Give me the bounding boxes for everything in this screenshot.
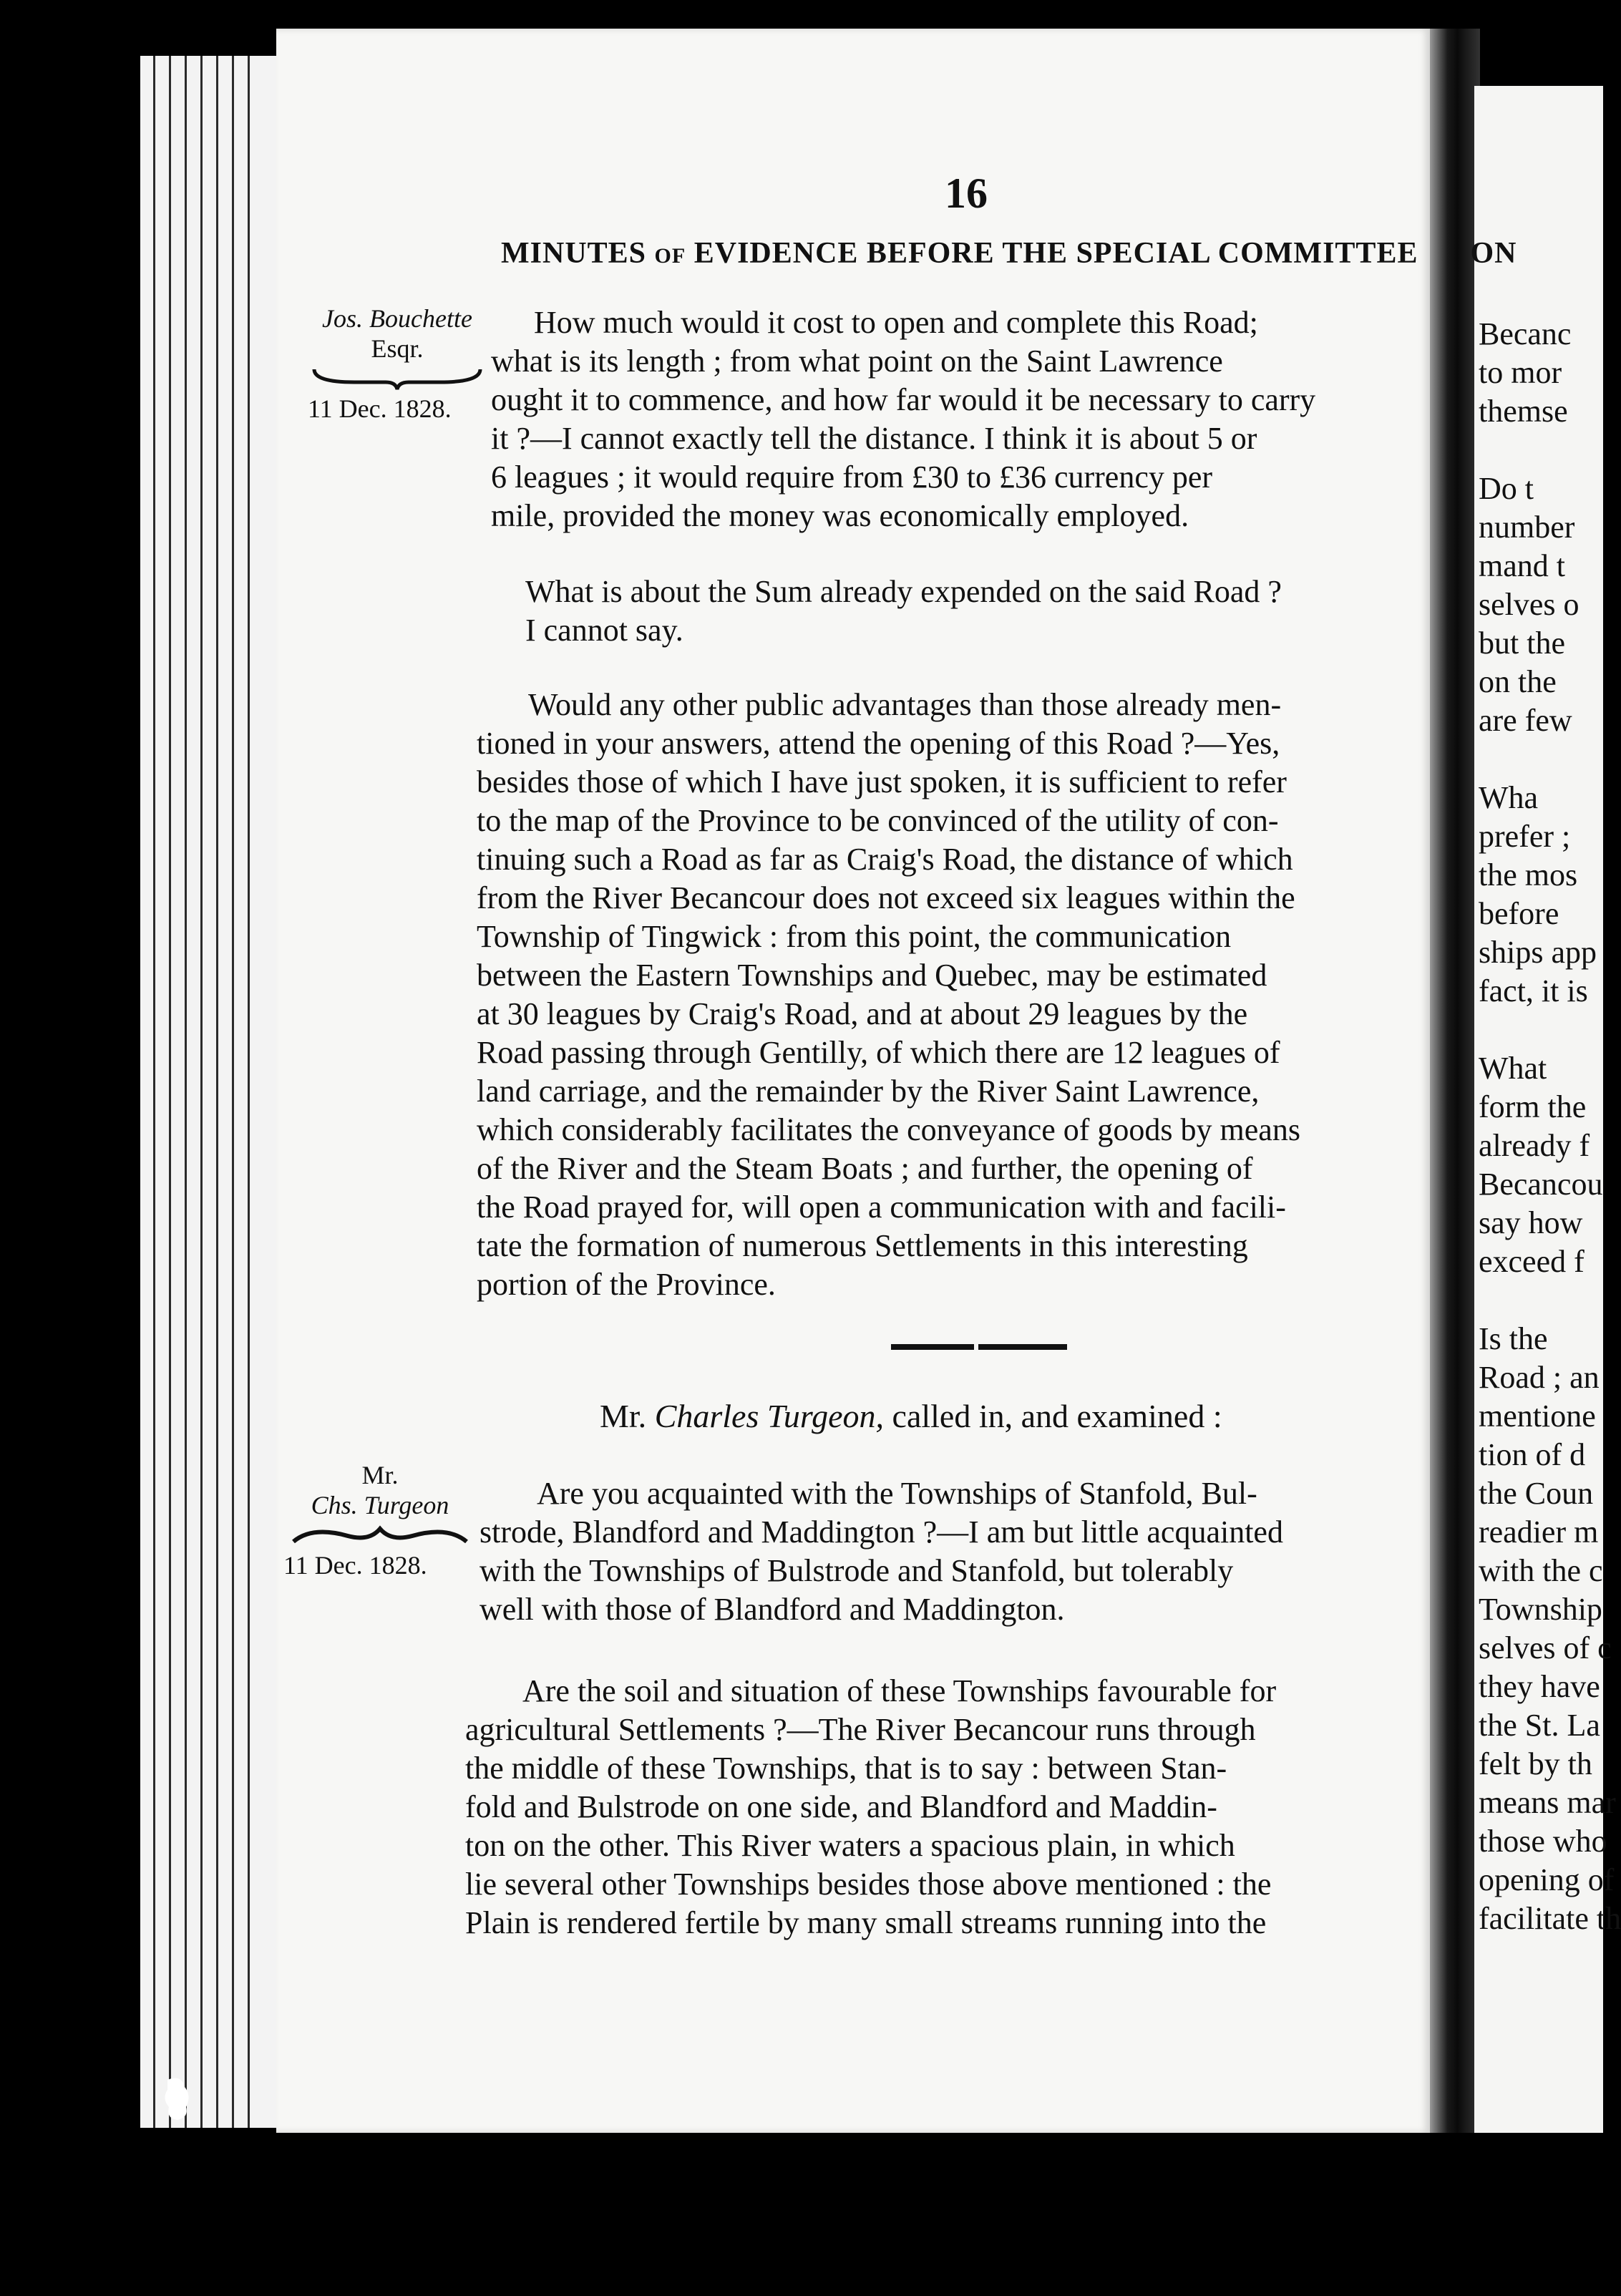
text-line: which considerably facilitates the conveyance of goods by means (477, 1112, 1300, 1147)
facing-page-line: those who (1479, 1824, 1607, 1859)
facing-page-line: but the (1479, 626, 1565, 661)
text-line: lie several other Townships besides those above mentioned : the (465, 1867, 1272, 1902)
stamp-mark-icon (160, 2074, 196, 2124)
facing-page-line: themse (1479, 394, 1568, 429)
facing-page-line: readier m (1479, 1514, 1599, 1550)
text-line: Are you acquainted with the Townships of Stanfold, Bul- (537, 1476, 1257, 1511)
witness-title: Esqr. (371, 334, 424, 363)
text-line: to the map of the Province to be convinced of the utility of con- (477, 803, 1279, 838)
facing-page-line: the St. La (1479, 1708, 1600, 1743)
facing-page (1474, 86, 1621, 2133)
facing-page-line: exceed f (1479, 1244, 1585, 1279)
text-line: fold and Bulstrode on one side, and Blandford and Maddin- (465, 1789, 1217, 1824)
text-line: tioned in your answers, attend the opening of this Road ?—Yes, (477, 726, 1280, 761)
facing-page-line: the Coun (1479, 1476, 1594, 1511)
text-line: tinuing such a Road as far as Craig's Road, the distance of which (477, 842, 1293, 877)
facing-page-line: means mar (1479, 1785, 1616, 1820)
facing-page-line: the mos (1479, 857, 1578, 892)
facing-page-line: on the (1479, 664, 1557, 699)
text-line: with the Townships of Bulstrode and Stanfold, but tolerably (480, 1553, 1234, 1588)
text-line: of the River and the Steam Boats ; and further, the opening of (477, 1151, 1253, 1186)
text-line: the Road prayed for, will open a communication with and facili- (477, 1190, 1286, 1225)
text-line: agricultural Settlements ?—The River Becancour runs through (465, 1712, 1256, 1747)
facing-page-line: selves o (1479, 587, 1579, 622)
book-page-edges (140, 56, 291, 2128)
paragraph-soil-situation (465, 1672, 1464, 1942)
paragraph-public-advantages (477, 686, 1464, 1304)
witness-name: Jos. Bouchette (322, 304, 472, 333)
facing-page-line: Wha (1479, 780, 1539, 815)
witness-date: 11 Dec. 1828. (283, 1551, 427, 1580)
text-line: portion of the Province. (477, 1267, 776, 1302)
text-line: ton on the other. This River waters a spacious plain, in which (465, 1828, 1235, 1863)
facing-page-line (1474, 740, 1603, 779)
facing-page-line: number (1479, 510, 1575, 545)
text-line: How much would it cost to open and complete this Road; (534, 305, 1258, 340)
brace-icon (291, 1523, 469, 1547)
facing-page-line: Road ; an (1479, 1360, 1600, 1395)
facing-page-line: Do t (1479, 471, 1534, 506)
text-line: strode, Blandford and Maddington ?—I am but little acquainted (480, 1514, 1283, 1550)
text-line: Plain is rendered fertile by many small streams running into the (465, 1905, 1267, 1940)
examination-heading: Mr. Charles Turgeon, called in, and examined : (600, 1398, 1222, 1434)
brace-icon (311, 366, 483, 391)
text-line: Township of Tingwick : from this point, the communication (477, 919, 1232, 954)
facing-page-line: already f (1479, 1128, 1590, 1163)
facing-page-line: with the c (1479, 1553, 1603, 1588)
facing-page-line: to mor (1479, 355, 1562, 390)
text-line: it ?—I cannot exactly tell the distance. I think it is about 5 or (491, 421, 1257, 456)
text-line: between the Eastern Townships and Quebec, may be estimated (477, 958, 1267, 993)
facing-page-line (1474, 1281, 1603, 1320)
facing-page-line: tion of d (1479, 1437, 1586, 1472)
text-line: mile, provided the money was economically employed. (491, 498, 1189, 533)
facing-page-line: are few (1479, 703, 1572, 738)
facing-page-line: form the (1479, 1089, 1587, 1124)
margin-note-bouchette (308, 303, 487, 424)
text-line: besides those of which I have just spoken, it is sufficient to refer (477, 764, 1287, 799)
text-line: What is about the Sum already expended on the said Road ? (525, 574, 1282, 609)
text-line: ought it to commence, and how far would it be necessary to carry (491, 382, 1316, 417)
section-divider (891, 1344, 1067, 1350)
facing-page-line: mand t (1479, 548, 1565, 583)
facing-page-line: opening of (1479, 1862, 1615, 1897)
text-line: Are the soil and situation of these Townships favourable for (522, 1673, 1277, 1708)
facing-page-line: Is the (1479, 1321, 1548, 1356)
text-line: tate the formation of numerous Settlements in this interesting (477, 1228, 1248, 1263)
paragraph-road-cost (491, 303, 1457, 535)
text-line: Would any other public advantages than those already men- (528, 687, 1282, 722)
witness-name: Chs. Turgeon (311, 1491, 449, 1519)
text-line: I cannot say. (525, 613, 683, 648)
facing-page-line: selves of c (1479, 1630, 1612, 1665)
running-head: MINUTES OF EVIDENCE BEFORE THE SPECIAL COMMITTEE ON (501, 237, 1517, 270)
facing-page-line: they have (1479, 1669, 1600, 1704)
facing-page-line: felt by th (1479, 1746, 1592, 1781)
facing-page-line: Becanc (1479, 316, 1572, 351)
facing-page-line: Becancou (1479, 1167, 1603, 1202)
paragraph-townships-acquaintance (480, 1474, 1464, 1629)
text-line: at 30 leagues by Craig's Road, and at about 29 leagues by the (477, 996, 1248, 1031)
facing-page-line: mentione (1479, 1398, 1596, 1434)
page-number: 16 (945, 170, 988, 217)
facing-page-line: fact, it is (1479, 973, 1588, 1008)
witness-date: 11 Dec. 1828. (308, 394, 452, 423)
paragraph-sum-expended (525, 573, 1456, 650)
text-line: what is its length ; from what point on the Saint Lawrence (491, 344, 1223, 379)
text-line: land carriage, and the remainder by the River Saint Lawrence, (477, 1074, 1260, 1109)
margin-note-turgeon (283, 1460, 477, 1580)
facing-page-line: What (1479, 1051, 1547, 1086)
text-line: 6 leagues ; it would require from £30 to £36 currency per (491, 459, 1213, 495)
facing-page-line: ships app (1479, 935, 1597, 970)
facing-page-line: Township (1479, 1592, 1602, 1627)
facing-page-line: prefer ; (1479, 819, 1571, 854)
facing-page-line: say how (1479, 1205, 1583, 1240)
text-line: Road passing through Gentilly, of which there are 12 leagues of (477, 1035, 1280, 1070)
facing-page-line: facilitate th (1479, 1901, 1621, 1936)
facing-page-line (1474, 1011, 1603, 1049)
facing-page-line (1474, 431, 1603, 470)
witness-mr: Mr. (361, 1461, 399, 1489)
text-line: from the River Becancour does not exceed six leagues within the (477, 880, 1295, 915)
text-line: the middle of these Townships, that is to say : between Stan- (465, 1751, 1227, 1786)
facing-page-line: before (1479, 896, 1559, 931)
text-line: well with those of Blandford and Maddington. (480, 1592, 1065, 1627)
